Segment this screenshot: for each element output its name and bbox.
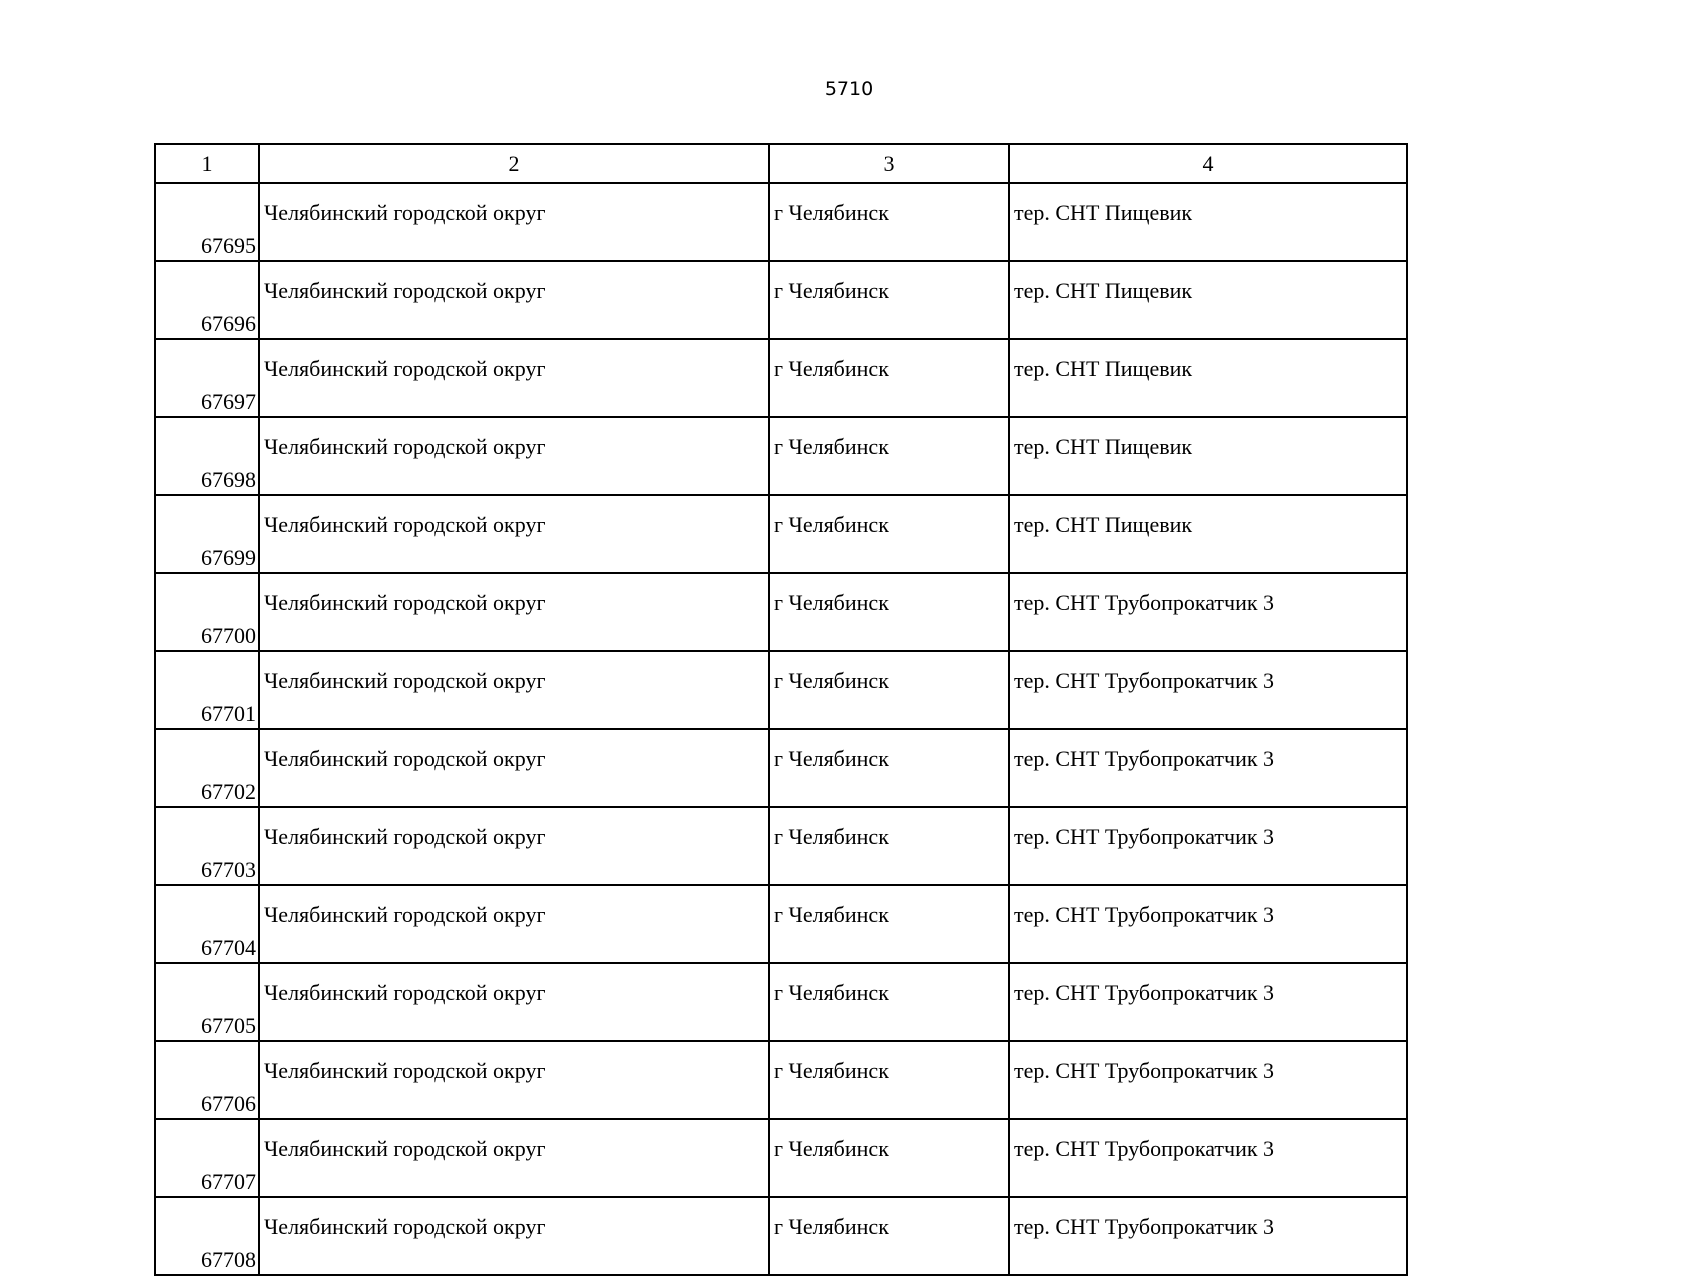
row-number-cell: 67697 (155, 339, 259, 417)
table-row (155, 651, 1407, 729)
table-body (155, 144, 1407, 1275)
table-row (155, 339, 1407, 417)
row-number-cell: 67699 (155, 495, 259, 573)
territory-cell: тер. СНТ Трубопрокатчик 3 (1009, 963, 1407, 1041)
row-number-cell: 67700 (155, 573, 259, 651)
territory-cell: тер. СНТ Трубопрокатчик 3 (1009, 651, 1407, 729)
row-number-cell: 67705 (155, 963, 259, 1041)
district-cell: Челябинский городской округ (259, 183, 769, 261)
territory-cell: тер. СНТ Трубопрокатчик 3 (1009, 807, 1407, 885)
table-row (155, 183, 1407, 261)
row-number-cell: 67695 (155, 183, 259, 261)
row-number-cell: 67698 (155, 417, 259, 495)
territory-cell: тер. СНТ Трубопрокатчик 3 (1009, 1041, 1407, 1119)
city-cell: г Челябинск (769, 807, 1009, 885)
territory-cell: тер. СНТ Трубопрокатчик 3 (1009, 1197, 1407, 1275)
table-row (155, 573, 1407, 651)
table-row (155, 729, 1407, 807)
district-cell: Челябинский городской округ (259, 339, 769, 417)
district-cell: Челябинский городской округ (259, 807, 769, 885)
district-cell: Челябинский городской округ (259, 885, 769, 963)
district-cell: Челябинский городской округ (259, 963, 769, 1041)
territory-cell: тер. СНТ Пищевик (1009, 183, 1407, 261)
city-cell: г Челябинск (769, 1041, 1009, 1119)
district-cell: Челябинский городской округ (259, 651, 769, 729)
district-cell: Челябинский городской округ (259, 573, 769, 651)
table-row (155, 807, 1407, 885)
row-number-cell: 67696 (155, 261, 259, 339)
row-number-cell: 67708 (155, 1197, 259, 1275)
city-cell: г Челябинск (769, 729, 1009, 807)
city-cell: г Челябинск (769, 573, 1009, 651)
table-row (155, 1041, 1407, 1119)
territory-cell: тер. СНТ Трубопрокатчик 3 (1009, 885, 1407, 963)
table-header-row (155, 144, 1407, 183)
table-row (155, 1197, 1407, 1275)
row-number-cell: 67703 (155, 807, 259, 885)
city-cell: г Челябинск (769, 495, 1009, 573)
city-cell: г Челябинск (769, 1119, 1009, 1197)
territory-cell: тер. СНТ Трубопрокатчик 3 (1009, 1119, 1407, 1197)
district-cell: Челябинский городской округ (259, 1041, 769, 1119)
city-cell: г Челябинск (769, 339, 1009, 417)
district-cell: Челябинский городской округ (259, 495, 769, 573)
district-cell: Челябинский городской округ (259, 729, 769, 807)
city-cell: г Челябинск (769, 963, 1009, 1041)
table-row (155, 885, 1407, 963)
table-row (155, 417, 1407, 495)
territory-cell: тер. СНТ Трубопрокатчик 3 (1009, 573, 1407, 651)
column-header: 1 (155, 144, 259, 183)
city-cell: г Челябинск (769, 417, 1009, 495)
column-header: 4 (1009, 144, 1407, 183)
table-row (155, 495, 1407, 573)
table-row (155, 261, 1407, 339)
row-number-cell: 67702 (155, 729, 259, 807)
city-cell: г Челябинск (769, 885, 1009, 963)
column-header: 2 (259, 144, 769, 183)
column-header: 3 (769, 144, 1009, 183)
district-cell: Челябинский городской округ (259, 1119, 769, 1197)
district-cell: Челябинский городской округ (259, 261, 769, 339)
city-cell: г Челябинск (769, 1197, 1009, 1275)
row-number-cell: 67701 (155, 651, 259, 729)
page-number: 5710 (824, 78, 874, 100)
table-row (155, 963, 1407, 1041)
row-number-cell: 67704 (155, 885, 259, 963)
city-cell: г Челябинск (769, 261, 1009, 339)
territory-cell: тер. СНТ Пищевик (1009, 495, 1407, 573)
table-row (155, 1119, 1407, 1197)
district-cell: Челябинский городской округ (259, 417, 769, 495)
city-cell: г Челябинск (769, 651, 1009, 729)
row-number-cell: 67707 (155, 1119, 259, 1197)
district-cell: Челябинский городской округ (259, 1197, 769, 1275)
data-table (154, 143, 1408, 1276)
territory-cell: тер. СНТ Пищевик (1009, 339, 1407, 417)
territory-cell: тер. СНТ Пищевик (1009, 417, 1407, 495)
row-number-cell: 67706 (155, 1041, 259, 1119)
territory-cell: тер. СНТ Пищевик (1009, 261, 1407, 339)
city-cell: г Челябинск (769, 183, 1009, 261)
territory-cell: тер. СНТ Трубопрокатчик 3 (1009, 729, 1407, 807)
